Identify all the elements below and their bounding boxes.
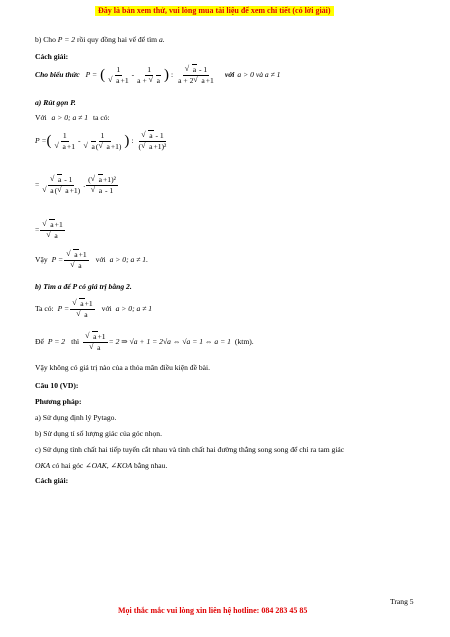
fraction: √ a - 1 √ a(√ a+1)	[40, 176, 82, 194]
text: Vậy	[35, 255, 48, 265]
condition: a > 0; a ≠ 1.	[109, 255, 148, 265]
cond-word: với	[224, 70, 235, 80]
text: b) Cho	[35, 35, 56, 44]
condition: a > 0 và a ≠ 1	[237, 70, 281, 80]
method-item: a) Sử dụng định lý Pytago.	[35, 413, 117, 422]
condition: a > 0; a ≠ 1	[51, 113, 89, 122]
paren: )	[124, 132, 130, 149]
part-a-title: a) Rút gọn P.	[35, 98, 76, 107]
text: với	[95, 255, 106, 265]
math-p: P =	[35, 136, 47, 146]
text: bằng nhau.	[134, 461, 168, 470]
text: Với	[35, 113, 47, 122]
fraction: 1 √ a(√ a+1)	[82, 132, 124, 150]
fraction: 1 √ a+1	[53, 132, 77, 150]
step-3: = √ a+1 √ a	[35, 221, 66, 239]
fraction: √ a+1 √ a	[40, 221, 64, 239]
condition: a > 0; a ≠ 1	[115, 304, 153, 314]
fraction: √ $\frac{a - 1}{\text{(√ a+1)²}}$	[137, 132, 169, 150]
text: Để	[35, 337, 44, 347]
solution-label-10: Cách giải:	[35, 476, 69, 485]
given-lead: Cho biểu thức	[35, 70, 80, 80]
text: với	[101, 304, 112, 314]
step-1: P = ( 1 √ a+1 - 1 √ a(√ a+1) ) : √ $\frac{a - 1}{\text{(√ a+1)²}}$	[35, 132, 169, 150]
text: ta có:	[92, 113, 110, 122]
equation-line	[35, 333, 254, 351]
with-condition	[35, 114, 110, 122]
fraction: (√ a+1)² √ a - 1	[86, 176, 118, 194]
method-label: Phương pháp:	[35, 397, 82, 406]
math-p: P =	[85, 70, 98, 80]
hotline-text: Mọi thắc mắc vui lòng xin liên hệ hotline: 084 283 45 85	[118, 606, 308, 615]
preview-banner: Đây là bản xem thử, vui lòng mua tài liệu để xem chi tiết (có lời giải)	[95, 6, 334, 16]
text: (ktm).	[234, 337, 254, 347]
part-b-hint	[35, 36, 165, 44]
step-2: = √ a - 1 √ a(√ a+1) . (√ a+1)² √ a - 1	[35, 176, 119, 194]
method-item: c) Sử dụng tính chất hai tiếp tuyến cắt nhau và tính chất hai đường thẳng song song để chỉ ra tam giác	[35, 445, 345, 454]
method-item: b) Sử dụng tỉ số lượng giác của góc nhọn.	[35, 429, 162, 438]
math-expr: P = 2	[57, 35, 76, 44]
fraction: √ a+1 √ a	[83, 333, 107, 351]
paren: (	[100, 66, 106, 83]
math-expr: P = 2	[47, 337, 66, 347]
paren: (	[46, 132, 52, 149]
text: thì	[71, 337, 80, 347]
solution-label: Cách giải:	[35, 52, 69, 61]
no-value-text: Vậy không có giá trị nào của a thỏa mãn điều kiện đề bài.	[35, 363, 211, 372]
conclusion-a: Vậy P = √ a+1 √ a với a > 0; a ≠ 1.	[35, 251, 148, 269]
fraction: √ $\frac{a - 1}{a + 2√ a+1}$	[176, 66, 216, 84]
part-b-title: b) Tìm a để P có giá trị bằng 2.	[35, 282, 132, 291]
text: rồi quy đồng hai vế để tìm	[76, 35, 158, 44]
page-number: Trang 5	[390, 597, 414, 606]
fraction: √ a+1 √ a	[64, 251, 88, 269]
fraction: 1 √ a+1	[106, 66, 130, 84]
text: OKA	[35, 461, 51, 470]
question-10-title: Câu 10 (VD):	[35, 381, 79, 390]
given-expression: Cho biểu thức P = ( 1 √ a+1 - $\frac{1}{a + √ a}$ ) : √ $\frac{a - 1}{a + 2√ a+1}$ với a > 0 và a ≠ 1	[35, 66, 280, 84]
paren: )	[164, 66, 169, 83]
text: Ta có:	[35, 304, 54, 314]
text: có hai góc	[52, 461, 84, 470]
math-chain: = 2 ⇒ √a + 1 = 2√a ⇔ √a = 1 ⇔ a = 1	[108, 337, 231, 347]
method-item-cont	[35, 462, 167, 470]
angles: ∠OAK, ∠KOA	[85, 461, 133, 470]
have-line: Ta có: P = √ a+1 √ a với a > 0; a ≠ 1	[35, 300, 152, 318]
fraction: √ a+1 √ a	[70, 300, 94, 318]
math-var: a.	[159, 35, 165, 44]
fraction: $\frac{1}{a + √ a}$	[135, 66, 163, 84]
